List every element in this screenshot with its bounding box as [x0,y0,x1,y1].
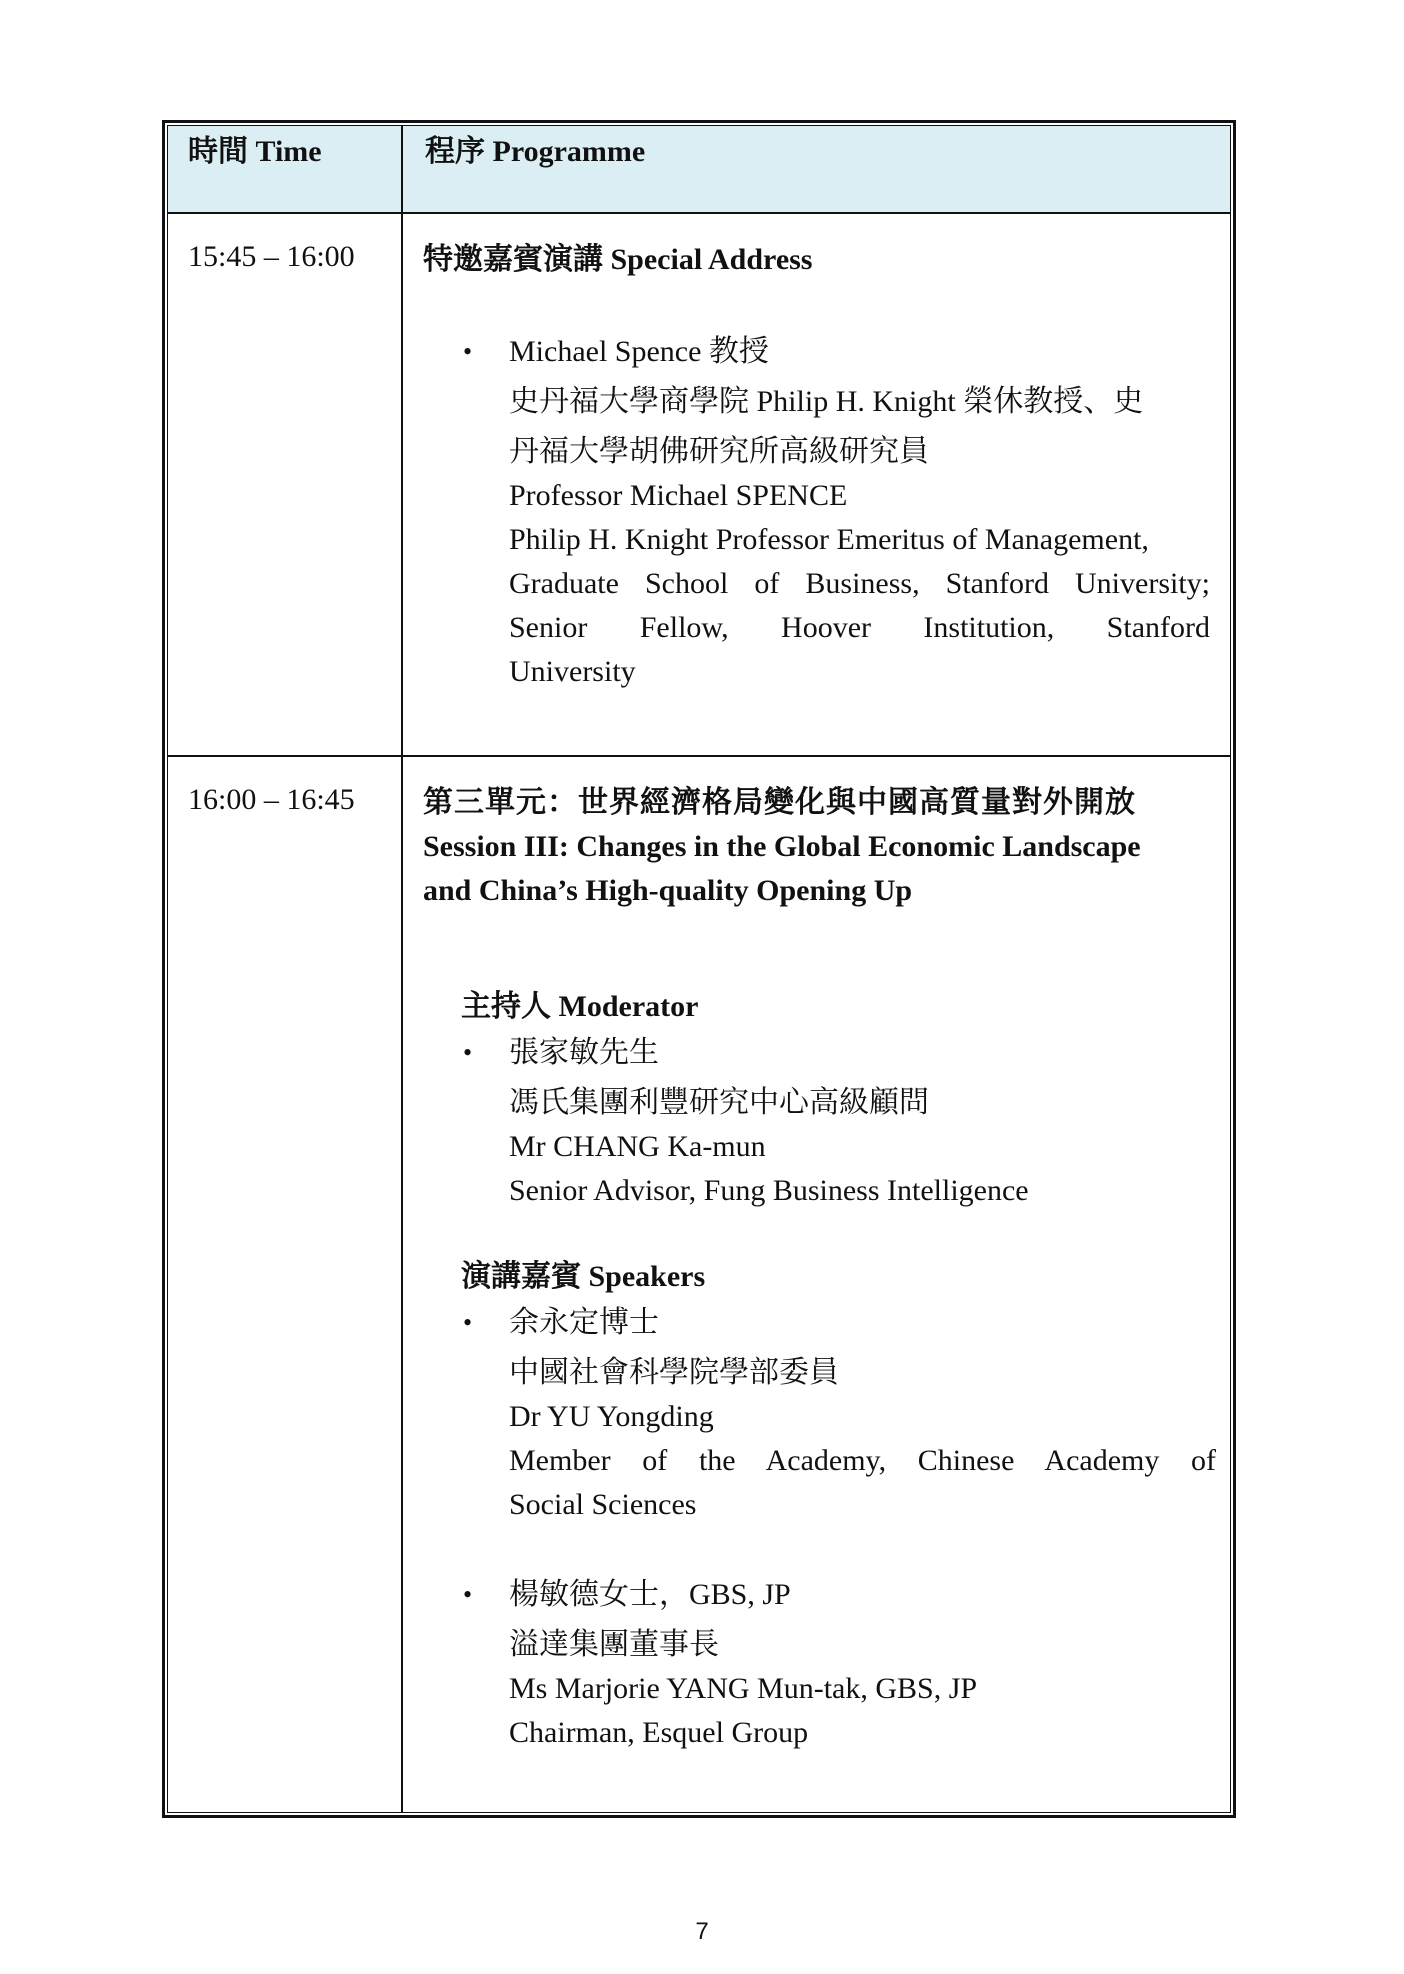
table-row [167,213,1231,756]
speaker-name-en: Professor Michael SPENCE [509,479,848,512]
speaker-title-en: Senior Fellow, Hoover Institution, Stanford [509,611,1210,644]
speaker-title-en: Philip H. Knight Professor Emeritus of Management, [509,523,1149,556]
speaker-name-en: Ms Marjorie YANG Mun-tak, GBS, JP [509,1672,978,1705]
moderator-title-zh: 馮氏集團利豐研究中心高級顧問 [509,1086,929,1119]
session-title-zh: 第三單元：世界經濟格局變化與中國高質量對外開放 [423,786,1136,819]
programme-cell [402,756,1231,1813]
moderator-name-zh: 張家敏先生 [509,1036,659,1069]
speaker-name-zh: 楊敏德女士，GBS, JP [509,1578,791,1611]
speakers-heading: 演講嘉賓 Speakers [461,1260,706,1293]
time-cell: 15:45 – 16:00 [167,213,402,756]
speaker-title-en: Member of the Academy, Chinese Academy of [509,1444,1216,1477]
speaker-name-zh: Michael Spence 教授 [509,335,769,368]
speaker-title-en: University [509,655,636,688]
speaker-item [423,1301,1216,1527]
speaker-title-en: Chairman, Esquel Group [509,1716,809,1749]
speaker-title-en: Graduate School of Business, Stanford University; [509,567,1210,600]
speaker-item [423,1573,1216,1755]
session-title-en: and China’s High-quality Opening Up [423,874,913,907]
speaker-title-en: Social Sciences [509,1488,697,1521]
table-header-row [167,125,1231,213]
programme-cell [402,213,1231,756]
bullet-icon: • [463,1308,473,1337]
header-time: 時間 Time [167,125,402,213]
speaker-item [423,330,1210,694]
programme-table-frame [162,120,1236,1818]
time-cell: 16:00 – 16:45 [167,756,402,1813]
speaker-title-zh: 溢達集團董事長 [509,1628,719,1661]
session-title: 特邀嘉賓演講 Special Address [423,243,813,276]
speaker-name-en: Dr YU Yongding [509,1400,714,1433]
moderator-heading: 主持人 Moderator [461,990,699,1023]
bullet-icon: • [463,337,473,366]
header-programme: 程序 Programme [402,125,1231,213]
speaker-name-zh: 余永定博士 [509,1306,659,1339]
programme-table [167,125,1231,1813]
bullet-icon: • [463,1038,473,1067]
bullet-icon: • [463,1580,473,1609]
moderator-item [423,1031,1216,1213]
moderator-title-en: Senior Advisor, Fung Business Intelligence [509,1174,1029,1207]
speaker-title-zh: 中國社會科學院學部委員 [509,1356,839,1389]
speaker-title-zh: 史丹福大學商學院 Philip H. Knight 榮休教授、史 [509,385,1144,418]
session-title-en: Session III: Changes in the Global Economic Landscape [423,830,1141,863]
moderator-name-en: Mr CHANG Ka-mun [509,1130,766,1163]
speaker-title-zh: 丹福大學胡佛研究所高級研究員 [509,435,929,468]
page-number: 7 [695,1918,709,1945]
table-row [167,756,1231,1813]
